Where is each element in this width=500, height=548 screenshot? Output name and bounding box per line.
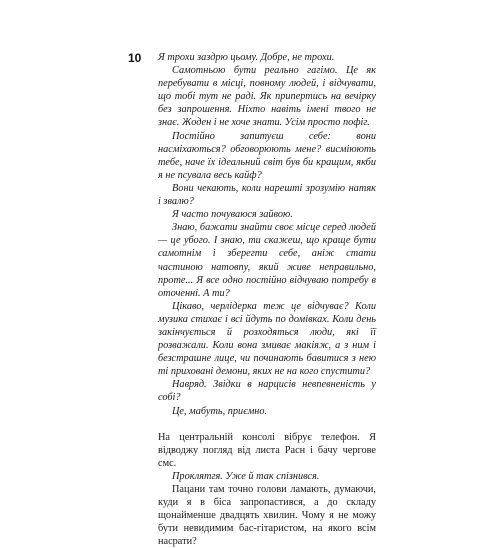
letter-paragraph: Самотньою бути реально гагімо. Це як перебувати в місці, повному людей, і відчувати, що тобі тут не раді. Як припертись на вечірку без запрошення. Ніхто навіть імені твого не знає. Жоден і не хоче знати. Усім просто пофіг. <box>158 65 376 129</box>
section-gap <box>158 418 376 431</box>
narrative-paragraph: На центральній консолі вібрує телефон. Я відводжу погляд від листа Расн і бачу чергове смс. <box>158 431 376 469</box>
text-block <box>158 51 376 548</box>
letter-paragraph: Навряд. Звідки в нарцисів невпевненість у собі? <box>158 379 376 404</box>
letter-paragraph: Я часто почуваюся зайвою. <box>172 209 293 221</box>
narrative-paragraph: Пацани там точно голови ламають, думаючи, куди я в біса запропастився, а до складу щонайменше двадцять хвилин. Чому я не можу бути невидимим бас-гітаристом, на якого всім насрати? <box>158 484 376 548</box>
letter-paragraph: Я трохи заздрю цьому. Добре, не трохи. <box>158 52 335 63</box>
page-number: 10 <box>128 51 142 65</box>
letter-paragraph: Цікаво, черлідерка теж це відчуває? Коли музика стихає і всі йдуть по домівках. Коли день закінчується й розходяться люди, які її розважали. Коли вона змиває макіяж, а з ним і безстрашне лице, чи починають бавитися з нею ті приховані демони, яких не на кого спустити? <box>158 300 376 378</box>
letter-paragraph: Це, мабуть, приємно. <box>172 405 268 417</box>
narrative-paragraph: Проклятгя. Уже й так спізнився. <box>172 470 320 482</box>
letter-paragraph: Знаю, бажати знайти своє місце серед людей — це убого. І знаю, ти скажеш, що краще бути самотнім і зберегти себе, аніж стати частиною натовпу, який живе неправильно, проте... Я все одно постійно відчуваю потребу в оточенні. А ти? <box>158 222 376 299</box>
letter-paragraph: Постійно запитуєш себе: вони насміхаються? обговорюють мене? висміюють тебе, наче їх ідеальний світ був би кращим, якби я не псувала весь кайф? <box>158 130 376 181</box>
letter-paragraph: Вони чекають, коли нарешті зрозумію натяк і звалю? <box>158 182 376 208</box>
